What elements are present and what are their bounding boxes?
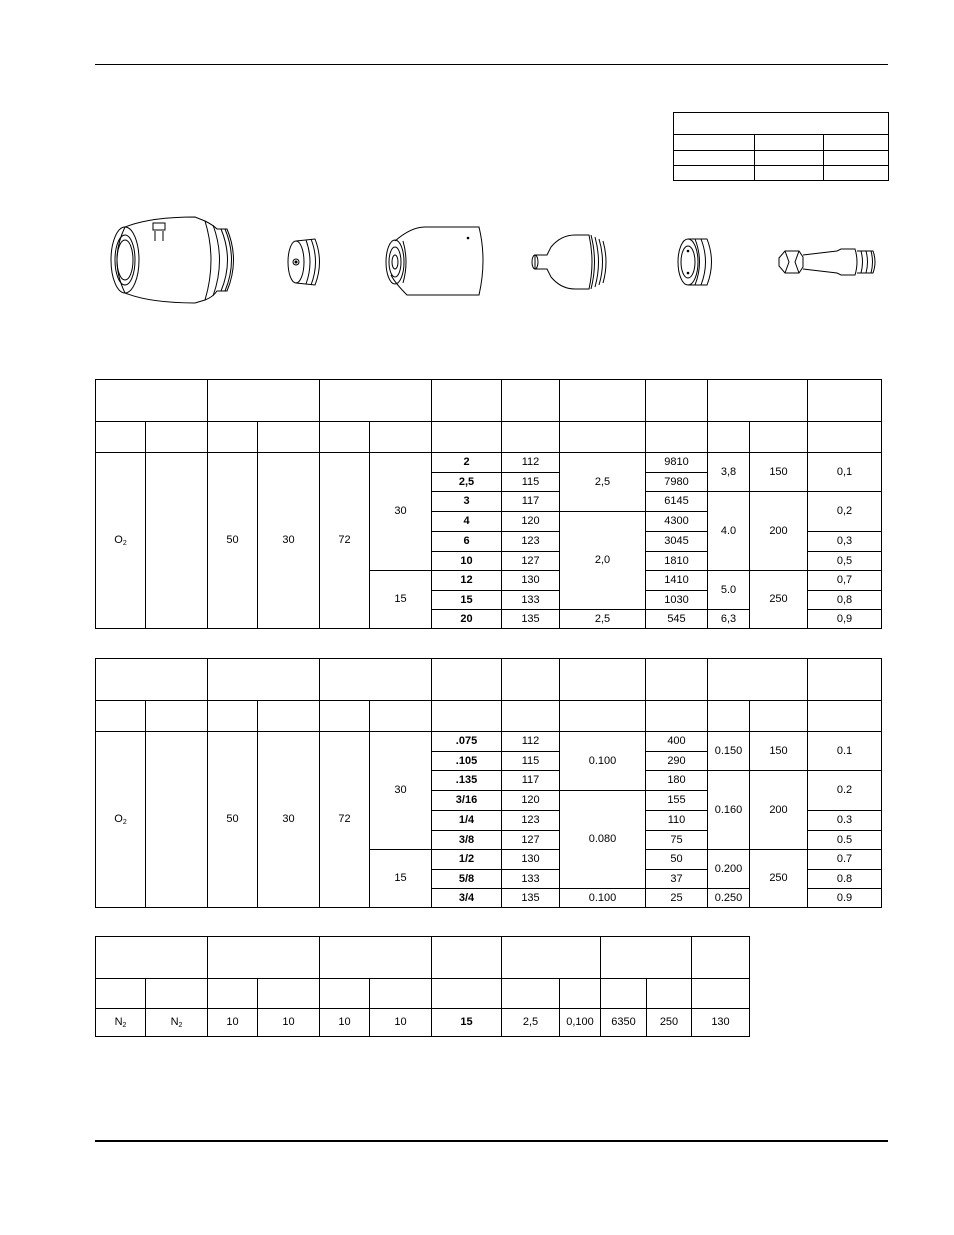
header-cell — [708, 659, 808, 701]
speed-cell: 75 — [646, 831, 708, 850]
thickness-cell: 3/8 — [432, 831, 502, 850]
shield-gas-cell — [146, 732, 208, 908]
plasma-gas-cell: $N_2$ — [96, 1009, 146, 1037]
table-cell: 30 — [258, 732, 320, 908]
subheader-cell — [208, 979, 258, 1009]
subheader-cell — [502, 701, 560, 732]
thickness-cell: 20 — [432, 610, 502, 629]
delay-cell: 0,8 — [808, 591, 882, 610]
speed-cell: 6145 — [646, 492, 708, 512]
nozzle-icon — [532, 235, 606, 289]
retaining-cap-icon — [386, 227, 483, 295]
pierce-height-cell: 5.0 — [708, 571, 750, 610]
thickness-cell: 1/2 — [432, 850, 502, 870]
pierce-pct-cell: 250 — [750, 571, 808, 629]
standoff-cell: 0.100 — [560, 889, 646, 908]
header-cell — [320, 380, 432, 422]
header-cell — [560, 380, 646, 422]
header-cell — [601, 937, 692, 979]
header-cell — [320, 937, 432, 979]
pierce-pct-cell: 150 — [750, 453, 808, 492]
shield-gas-cell — [146, 453, 208, 629]
header-cell — [432, 937, 502, 979]
pierce-height-cell: 0.250 — [708, 889, 750, 908]
voltage-cell: 112 — [502, 453, 560, 473]
table-cell: 72 — [320, 732, 370, 908]
metric-cut-chart — [95, 379, 882, 629]
subheader-cell — [646, 701, 708, 732]
pierce-height-cell: 0.200 — [708, 850, 750, 889]
speed-cell: 180 — [646, 771, 708, 791]
header-cell — [208, 380, 320, 422]
shield-gas-cell: $N_2$ — [146, 1009, 208, 1037]
header-cell — [646, 659, 708, 701]
pierce-pct-cell: 200 — [750, 771, 808, 850]
subheader-cell — [560, 701, 646, 732]
subheader-cell — [320, 979, 370, 1009]
header-cell — [502, 380, 560, 422]
table-cell: 6350 — [601, 1009, 647, 1037]
delay-cell: 0,3 — [808, 532, 882, 552]
speed-cell: 1410 — [646, 571, 708, 591]
voltage-cell: 130 — [502, 571, 560, 591]
subheader-cell — [258, 979, 320, 1009]
voltage-cell: 115 — [502, 752, 560, 771]
thickness-cell: 12 — [432, 571, 502, 591]
standoff-cell: 0.100 — [560, 732, 646, 791]
table-cell: 50 — [208, 453, 258, 629]
thickness-cell: 15 — [432, 591, 502, 610]
subheader-cell — [320, 422, 370, 453]
speed-cell: 4300 — [646, 512, 708, 532]
header-cell — [692, 937, 750, 979]
voltage-cell: 135 — [502, 889, 560, 908]
speed-cell: 400 — [646, 732, 708, 752]
speed-cell: 1030 — [646, 591, 708, 610]
delay-cell: 0,1 — [808, 453, 882, 492]
subheader-cell — [320, 701, 370, 732]
legend-cell — [674, 151, 755, 166]
table-cell: 130 — [692, 1009, 750, 1037]
delay-cell: 0.1 — [808, 732, 882, 771]
shield-cap-icon — [288, 239, 320, 285]
voltage-cell: 120 — [502, 512, 560, 532]
standoff-cell: 2,5 — [560, 610, 646, 629]
delay-cell: 0,7 — [808, 571, 882, 591]
table-cell: 10 — [370, 1009, 432, 1037]
table-cell: 10 — [258, 1009, 320, 1037]
delay-cell: 0.8 — [808, 870, 882, 889]
thickness-cell: .075 — [432, 732, 502, 752]
speed-cell: 25 — [646, 889, 708, 908]
thickness-cell: .135 — [432, 771, 502, 791]
consumable-parts-row — [95, 205, 888, 315]
subheader-cell — [96, 422, 146, 453]
speed-cell: 545 — [646, 610, 708, 629]
delay-cell: 0.9 — [808, 889, 882, 908]
plasma-gas-cell: $O_2$ — [96, 453, 146, 629]
voltage-cell: 123 — [502, 811, 560, 831]
table-cell: 30 — [370, 732, 432, 850]
header-cell — [646, 380, 708, 422]
thickness-cell: 3 — [432, 492, 502, 512]
header-cell — [208, 937, 320, 979]
thickness-cell: 10 — [432, 552, 502, 571]
thickness-cell: .105 — [432, 752, 502, 771]
legend-table — [673, 112, 889, 181]
header-cell — [320, 659, 432, 701]
delay-cell: 0.7 — [808, 850, 882, 870]
table-cell: 10 — [208, 1009, 258, 1037]
standoff-cell: 2,5 — [560, 453, 646, 512]
table-cell: 30 — [370, 453, 432, 571]
voltage-cell: 123 — [502, 532, 560, 552]
speed-cell: 7980 — [646, 473, 708, 492]
pierce-height-cell: 4.0 — [708, 492, 750, 571]
swirl-ring-icon — [678, 239, 712, 285]
table-cell: 10 — [320, 1009, 370, 1037]
header-cell — [432, 659, 502, 701]
subheader-cell — [258, 422, 320, 453]
subheader-cell — [432, 422, 502, 453]
header-cell — [208, 659, 320, 701]
pierce-height-cell: 6,3 — [708, 610, 750, 629]
subheader-cell — [560, 422, 646, 453]
pierce-height-cell: 0.150 — [708, 732, 750, 771]
subheader-cell — [601, 979, 647, 1009]
table-cell: 0,100 — [560, 1009, 601, 1037]
speed-cell: 290 — [646, 752, 708, 771]
table-cell: 15 — [370, 850, 432, 908]
thickness-cell: 1/4 — [432, 811, 502, 831]
thickness-cell: 6 — [432, 532, 502, 552]
subheader-cell — [370, 701, 432, 732]
voltage-cell: 112 — [502, 732, 560, 752]
subheader-cell — [808, 701, 882, 732]
shield-icon — [111, 217, 234, 303]
plasma-gas-cell: $O_2$ — [96, 732, 146, 908]
subheader-cell — [146, 979, 208, 1009]
table-cell: 15 — [370, 571, 432, 629]
legend-cell — [674, 135, 755, 151]
subheader-cell — [370, 422, 432, 453]
speed-cell: 1810 — [646, 552, 708, 571]
thickness-cell: 3/4 — [432, 889, 502, 908]
pierce-pct-cell: 150 — [750, 732, 808, 771]
table-cell: 2,5 — [502, 1009, 560, 1037]
subheader-cell — [808, 422, 882, 453]
header-cell — [808, 659, 882, 701]
header-cell — [432, 380, 502, 422]
table-cell: 72 — [320, 453, 370, 629]
voltage-cell: 133 — [502, 591, 560, 610]
subheader-cell — [258, 701, 320, 732]
legend-cell — [824, 151, 889, 166]
header-cell — [96, 937, 208, 979]
speed-cell: 9810 — [646, 453, 708, 473]
legend-cell — [755, 135, 824, 151]
voltage-cell: 117 — [502, 771, 560, 791]
subheader-cell — [560, 979, 601, 1009]
speed-cell: 3045 — [646, 532, 708, 552]
speed-cell: 110 — [646, 811, 708, 831]
header-cell — [502, 659, 560, 701]
legend-header-cell — [674, 113, 889, 135]
table-cell: 250 — [647, 1009, 692, 1037]
subheader-cell — [146, 422, 208, 453]
header-cell — [708, 380, 808, 422]
legend-cell — [674, 166, 755, 181]
delay-cell: 0.2 — [808, 771, 882, 811]
voltage-cell: 130 — [502, 850, 560, 870]
thickness-cell: 3/16 — [432, 791, 502, 811]
subheader-cell — [708, 422, 750, 453]
speed-cell: 155 — [646, 791, 708, 811]
legend-cell — [824, 135, 889, 151]
subheader-cell — [96, 979, 146, 1009]
subheader-cell — [750, 701, 808, 732]
voltage-cell: 127 — [502, 552, 560, 571]
voltage-cell: 120 — [502, 791, 560, 811]
thickness-cell: 15 — [432, 1009, 502, 1037]
voltage-cell: 135 — [502, 610, 560, 629]
table-cell: 50 — [208, 732, 258, 908]
delay-cell: 0.3 — [808, 811, 882, 831]
subheader-cell — [432, 701, 502, 732]
speed-cell: 37 — [646, 870, 708, 889]
thickness-cell: 4 — [432, 512, 502, 532]
subheader-cell — [646, 422, 708, 453]
delay-cell: 0,9 — [808, 610, 882, 629]
header-rule — [95, 64, 888, 65]
subheader-cell — [750, 422, 808, 453]
thickness-cell: 5/8 — [432, 870, 502, 889]
nitrogen-cut-chart — [95, 936, 750, 1037]
voltage-cell: 127 — [502, 831, 560, 850]
standoff-cell: 2,0 — [560, 512, 646, 610]
pierce-height-cell: 0.160 — [708, 771, 750, 850]
header-cell — [96, 380, 208, 422]
english-cut-chart — [95, 658, 882, 908]
subheader-cell — [96, 701, 146, 732]
header-cell — [808, 380, 882, 422]
delay-cell: 0,2 — [808, 492, 882, 532]
legend-cell — [755, 166, 824, 181]
voltage-cell: 117 — [502, 492, 560, 512]
delay-cell: 0.5 — [808, 831, 882, 850]
subheader-cell — [692, 979, 750, 1009]
subheader-cell — [208, 422, 258, 453]
legend-cell — [824, 166, 889, 181]
subheader-cell — [502, 422, 560, 453]
subheader-cell — [502, 979, 560, 1009]
subheader-cell — [432, 979, 502, 1009]
pierce-pct-cell: 200 — [750, 492, 808, 571]
subheader-cell — [146, 701, 208, 732]
thickness-cell: 2 — [432, 453, 502, 473]
pierce-height-cell: 3,8 — [708, 453, 750, 492]
header-cell — [560, 659, 646, 701]
subheader-cell — [708, 701, 750, 732]
subheader-cell — [370, 979, 432, 1009]
footer-rule — [95, 1140, 888, 1142]
electrode-icon — [779, 249, 875, 275]
speed-cell: 50 — [646, 850, 708, 870]
voltage-cell: 133 — [502, 870, 560, 889]
standoff-cell: 0.080 — [560, 791, 646, 889]
subheader-cell — [647, 979, 692, 1009]
table-cell: 30 — [258, 453, 320, 629]
legend-cell — [755, 151, 824, 166]
thickness-cell: 2,5 — [432, 473, 502, 492]
delay-cell: 0,5 — [808, 552, 882, 571]
header-cell — [502, 937, 601, 979]
voltage-cell: 115 — [502, 473, 560, 492]
pierce-pct-cell: 250 — [750, 850, 808, 908]
header-cell — [96, 659, 208, 701]
subheader-cell — [208, 701, 258, 732]
